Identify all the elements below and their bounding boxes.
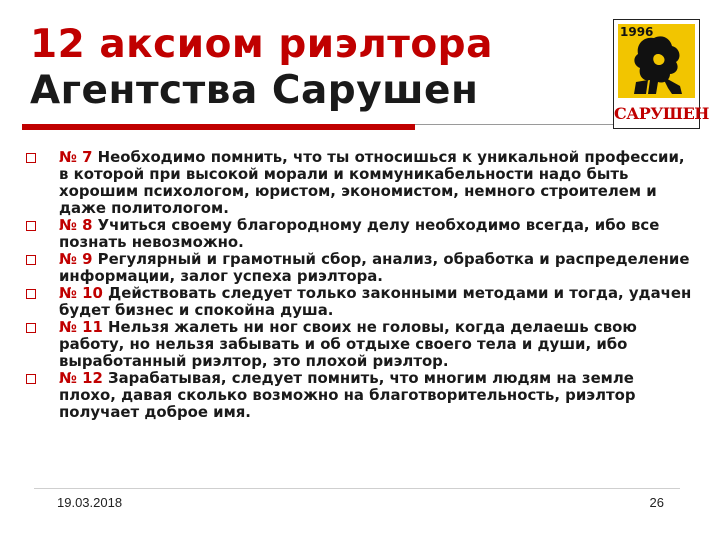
list-item bbox=[24, 285, 694, 319]
axiom-number: № 10 bbox=[59, 284, 109, 302]
title-line-1: 12 аксиом риэлтора bbox=[30, 22, 493, 67]
square-bullet-icon bbox=[26, 255, 36, 265]
slide-title bbox=[30, 22, 493, 114]
footer-divider bbox=[34, 488, 680, 489]
footer-date: 19.03.2018 bbox=[57, 495, 123, 510]
square-bullet-icon bbox=[26, 323, 36, 333]
logo-brand: САРУШЕН bbox=[614, 104, 709, 123]
axiom-number: № 8 bbox=[59, 216, 98, 234]
axiom-text: Необходимо помнить, что ты относишься к уникальной профессии, в которой при высокой морали и коммуникабельности надо быть хорошим психологом, юристом, экономистом, немного строителем и даже политологом. bbox=[59, 148, 685, 217]
logo-year: 1996 bbox=[620, 25, 654, 39]
square-bullet-icon bbox=[26, 153, 36, 163]
title-accent-bar bbox=[22, 124, 415, 130]
square-bullet-icon bbox=[26, 221, 36, 231]
axiom-text: Регулярный и грамотный сбор, анализ, обработка и распределение информации, залог успеха риэлтора. bbox=[59, 250, 690, 285]
axiom-list bbox=[24, 149, 694, 421]
axiom-number: № 7 bbox=[59, 148, 98, 166]
square-bullet-icon bbox=[26, 289, 36, 299]
axiom-text: Учиться своему благородному делу необходимо всегда, ибо все познать невозможно. bbox=[59, 216, 660, 251]
company-logo bbox=[613, 19, 709, 129]
axiom-text: Нельзя жалеть ни ног своих не головы, когда делаешь свою работу, но нельзя забывать и об отдыхе своего тела и души, ибо выработанный риэлтор, это плохой риэлтор. bbox=[59, 318, 637, 370]
axiom-text: Действовать следует только законными методами и тогда, удачен будет бизнес и спокойна душа. bbox=[59, 284, 692, 319]
title-line-2: Агентства Сарушен bbox=[30, 68, 479, 113]
axiom-number: № 12 bbox=[59, 369, 109, 387]
axiom-number: № 9 bbox=[59, 250, 98, 268]
list-item bbox=[24, 149, 694, 217]
square-bullet-icon bbox=[26, 374, 36, 384]
page-number: 26 bbox=[649, 495, 664, 510]
list-item bbox=[24, 319, 694, 370]
list-item bbox=[24, 370, 694, 421]
axiom-number: № 11 bbox=[59, 318, 109, 336]
list-item bbox=[24, 217, 694, 251]
list-item bbox=[24, 251, 694, 285]
axiom-text: Зарабатывая, следует помнить, что многим людям на земле плохо, давая сколько возможно на благотворительность, риэлтор получает доброе имя. bbox=[59, 369, 636, 421]
